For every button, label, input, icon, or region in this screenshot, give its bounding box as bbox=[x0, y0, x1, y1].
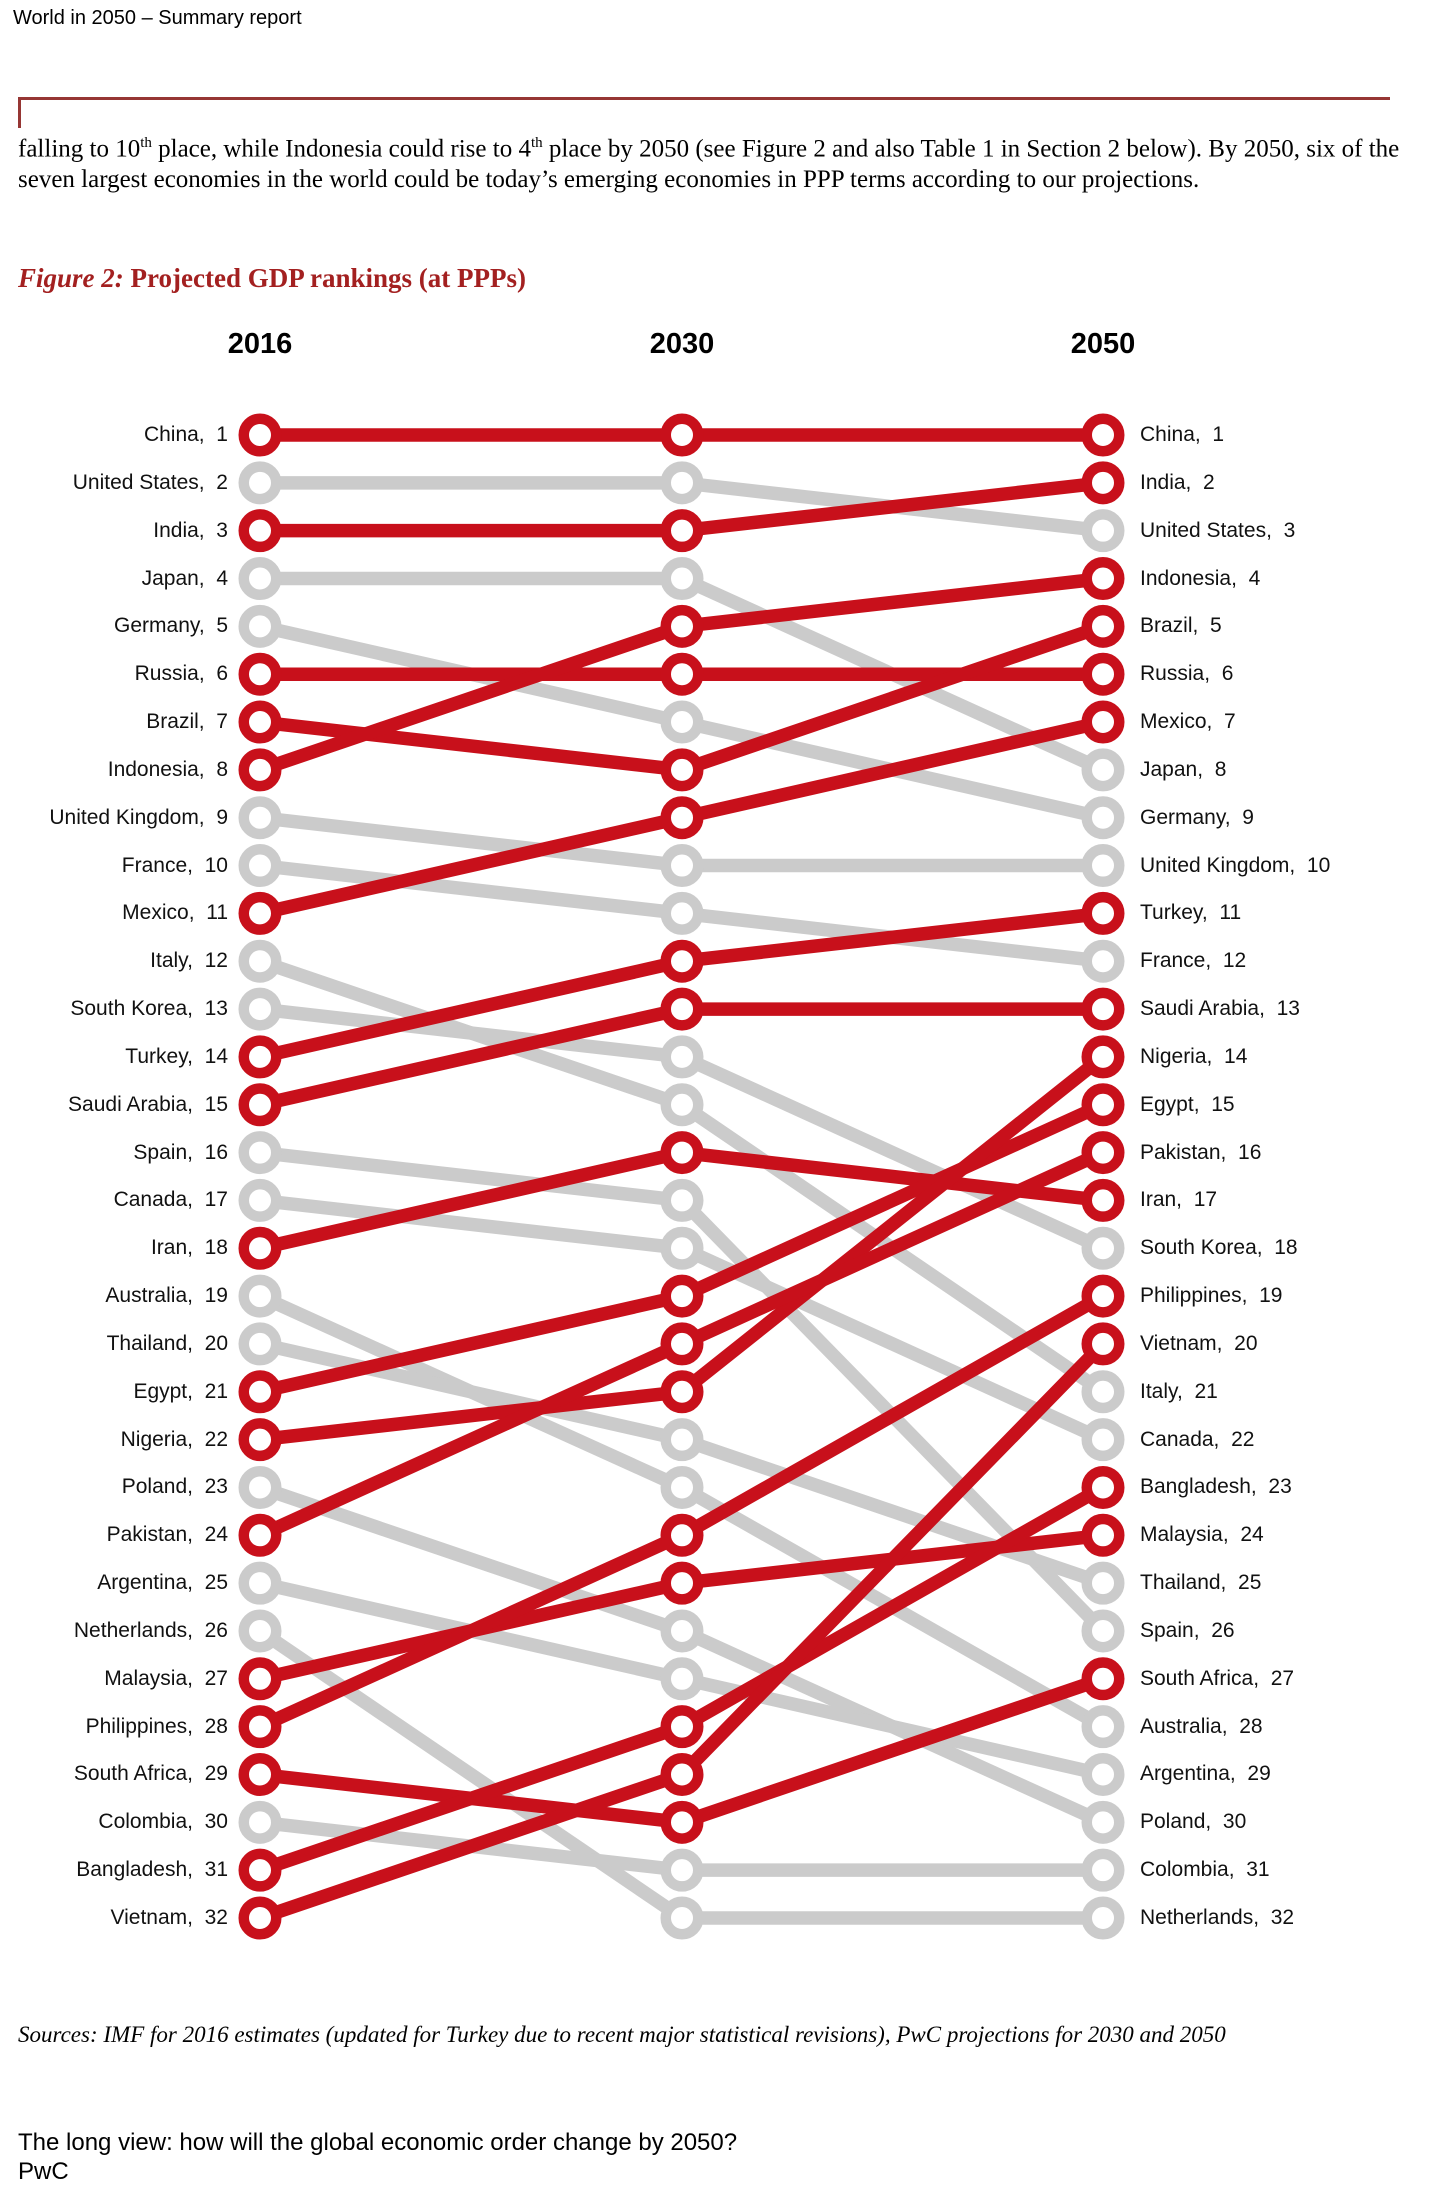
rank-label-2050-egypt: Egypt, 15 bbox=[1140, 1092, 1235, 1116]
node-2016-india bbox=[244, 514, 277, 547]
node-2050-australia bbox=[1087, 1710, 1120, 1743]
node-2016-germany bbox=[244, 610, 277, 643]
node-2050-canada bbox=[1087, 1423, 1120, 1456]
rank-label-2050-south-africa: South Africa, 27 bbox=[1140, 1666, 1295, 1690]
rank-label-2016-vietnam: Vietnam, 32 bbox=[110, 1906, 228, 1929]
rank-label-2050-germany: Germany, 9 bbox=[1140, 805, 1254, 829]
rank-label-2050-nigeria: Nigeria, 14 bbox=[1140, 1044, 1248, 1068]
node-2050-italy bbox=[1087, 1376, 1120, 1409]
node-2030-turkey bbox=[666, 945, 699, 978]
node-2030-canada bbox=[666, 1232, 699, 1265]
node-2016-philippines bbox=[244, 1710, 277, 1743]
node-2016-bangladesh bbox=[244, 1854, 277, 1887]
node-2016-malaysia bbox=[244, 1663, 277, 1696]
node-2050-brazil bbox=[1087, 610, 1120, 643]
node-2030-italy bbox=[666, 1088, 699, 1121]
rank-label-2016-poland: Poland, 23 bbox=[121, 1475, 228, 1499]
node-2050-mexico bbox=[1087, 706, 1120, 739]
column-header-2016: 2016 bbox=[227, 328, 293, 360]
node-2030-indonesia bbox=[666, 610, 699, 643]
node-2050-philippines bbox=[1087, 1280, 1120, 1313]
rank-label-2016-russia: Russia, 6 bbox=[134, 662, 228, 686]
node-2016-saudi-arabia bbox=[244, 1088, 277, 1121]
rank-label-2050-vietnam: Vietnam, 20 bbox=[1140, 1331, 1258, 1355]
rank-label-2050-colombia: Colombia, 31 bbox=[1140, 1858, 1270, 1882]
rank-label-2016-indonesia: Indonesia, 8 bbox=[107, 757, 228, 781]
node-2016-iran bbox=[244, 1232, 277, 1265]
rank-label-2016-united-states: United States, 2 bbox=[72, 470, 228, 494]
node-2016-brazil bbox=[244, 706, 277, 739]
node-2030-netherlands bbox=[666, 1902, 699, 1935]
node-2016-turkey bbox=[244, 1041, 277, 1074]
node-2016-australia bbox=[244, 1280, 277, 1313]
node-2050-united-states bbox=[1087, 514, 1120, 547]
rank-label-2050-pakistan: Pakistan, 16 bbox=[1140, 1140, 1262, 1164]
node-2030-iran bbox=[666, 1136, 699, 1169]
node-2016-thailand bbox=[244, 1328, 277, 1361]
rank-label-2050-spain: Spain, 26 bbox=[1140, 1618, 1235, 1642]
node-2030-malaysia bbox=[666, 1567, 699, 1600]
rank-label-2016-italy: Italy, 12 bbox=[150, 949, 228, 973]
node-2050-japan bbox=[1087, 754, 1120, 787]
node-2016-united-kingdom bbox=[244, 801, 277, 834]
rank-label-2050-india: India, 2 bbox=[1140, 470, 1215, 494]
node-2030-poland bbox=[666, 1615, 699, 1648]
rank-label-2050-australia: Australia, 28 bbox=[1140, 1714, 1263, 1738]
node-2050-pakistan bbox=[1087, 1136, 1120, 1169]
node-2050-egypt bbox=[1087, 1088, 1120, 1121]
rank-label-2050-united-states: United States, 3 bbox=[1140, 518, 1296, 542]
node-2030-spain bbox=[666, 1184, 699, 1217]
column-header-2050: 2050 bbox=[1070, 328, 1136, 360]
rank-label-2016-philippines: Philippines, 28 bbox=[85, 1714, 228, 1738]
rank-label-2050-france: France, 12 bbox=[1140, 949, 1247, 973]
node-2050-china bbox=[1087, 419, 1120, 452]
sources-note: Sources: IMF for 2016 estimates (updated for Turkey due to recent major statistical revisions), PwC projections for 2030 and 2050 bbox=[18, 2022, 1226, 2047]
rank-label-2050-russia: Russia, 6 bbox=[1140, 662, 1234, 686]
node-2016-indonesia bbox=[244, 754, 277, 787]
node-2030-philippines bbox=[666, 1519, 699, 1552]
node-2030-thailand bbox=[666, 1423, 699, 1456]
rank-label-2016-spain: Spain, 16 bbox=[133, 1140, 228, 1164]
rank-label-2050-saudi-arabia: Saudi Arabia, 13 bbox=[1140, 997, 1300, 1021]
node-2050-united-kingdom bbox=[1087, 849, 1120, 882]
node-2050-france bbox=[1087, 945, 1120, 978]
node-2030-bangladesh bbox=[666, 1710, 699, 1743]
node-2016-france bbox=[244, 849, 277, 882]
rank-label-2016-france: France, 10 bbox=[121, 853, 228, 877]
node-2016-mexico bbox=[244, 897, 277, 930]
rank-label-2050-netherlands: Netherlands, 32 bbox=[1140, 1906, 1295, 1929]
superscript-th: th bbox=[530, 135, 543, 151]
rank-label-2016-egypt: Egypt, 21 bbox=[133, 1379, 228, 1403]
rank-label-2050-brazil: Brazil, 5 bbox=[1140, 614, 1222, 638]
node-2030-mexico bbox=[666, 801, 699, 834]
rank-label-2016-netherlands: Netherlands, 26 bbox=[73, 1618, 228, 1642]
node-2030-colombia bbox=[666, 1854, 699, 1887]
node-2016-italy bbox=[244, 945, 277, 978]
rank-label-2050-japan: Japan, 8 bbox=[1140, 757, 1227, 781]
node-2050-russia bbox=[1087, 658, 1120, 691]
node-2030-south-africa bbox=[666, 1806, 699, 1839]
node-2050-india bbox=[1087, 467, 1120, 500]
figure-title-text: Projected GDP rankings (at PPPs) bbox=[123, 263, 526, 293]
figure-number-label: Figure 2: bbox=[18, 263, 124, 293]
rank-label-2050-china: China, 1 bbox=[1140, 423, 1225, 446]
rank-label-2016-iran: Iran, 18 bbox=[150, 1236, 228, 1260]
rank-label-2050-argentina: Argentina, 29 bbox=[1140, 1762, 1271, 1786]
document-header-title: World in 2050 – Summary report bbox=[13, 7, 302, 29]
node-2030-argentina bbox=[666, 1663, 699, 1696]
node-2030-china bbox=[666, 419, 699, 452]
node-2016-vietnam bbox=[244, 1902, 277, 1935]
node-2050-poland bbox=[1087, 1806, 1120, 1839]
node-2030-japan bbox=[666, 562, 699, 595]
node-2030-australia bbox=[666, 1471, 699, 1504]
line-turkey bbox=[260, 913, 1103, 1057]
rank-label-2016-brazil: Brazil, 7 bbox=[146, 710, 228, 734]
rank-label-2016-bangladesh: Bangladesh, 31 bbox=[76, 1858, 228, 1882]
rank-label-2016-turkey: Turkey, 14 bbox=[125, 1044, 228, 1068]
footer-brand: PwC bbox=[18, 2158, 69, 2185]
rank-label-2050-indonesia: Indonesia, 4 bbox=[1140, 566, 1261, 590]
node-2030-india bbox=[666, 514, 699, 547]
paragraph-segment: place by 2050 (see Figure 2 and also Table 1 in Section 2 below). By 2050, six of the seven largest economies in the world could be today’s emerging economies in PPP terms according to our projections. bbox=[18, 135, 1400, 194]
rank-label-2050-iran: Iran, 17 bbox=[1140, 1188, 1218, 1212]
node-2016-canada bbox=[244, 1184, 277, 1217]
rank-label-2016-australia: Australia, 19 bbox=[105, 1284, 228, 1308]
node-2050-south-korea bbox=[1087, 1232, 1120, 1265]
node-2050-saudi-arabia bbox=[1087, 993, 1120, 1025]
rank-label-2016-pakistan: Pakistan, 24 bbox=[106, 1523, 228, 1547]
node-2016-egypt bbox=[244, 1376, 277, 1409]
node-2050-malaysia bbox=[1087, 1519, 1120, 1552]
node-2030-nigeria bbox=[666, 1376, 699, 1409]
rank-label-2016-canada: Canada, 17 bbox=[113, 1188, 228, 1212]
rank-label-2050-thailand: Thailand, 25 bbox=[1140, 1571, 1262, 1595]
paragraph-segment: falling to 10 bbox=[18, 135, 141, 163]
node-2050-iran bbox=[1087, 1184, 1120, 1217]
node-2016-colombia bbox=[244, 1806, 277, 1839]
rank-label-2016-colombia: Colombia, 30 bbox=[98, 1810, 228, 1834]
rank-label-2016-malaysia: Malaysia, 27 bbox=[104, 1666, 228, 1690]
node-2016-argentina bbox=[244, 1567, 277, 1600]
node-2016-south-korea bbox=[244, 993, 277, 1025]
node-2016-pakistan bbox=[244, 1519, 277, 1552]
node-2050-germany bbox=[1087, 801, 1120, 834]
node-2016-south-africa bbox=[244, 1758, 277, 1791]
node-2030-vietnam bbox=[666, 1758, 699, 1791]
rank-label-2016-india: India, 3 bbox=[153, 518, 228, 542]
superscript-th: th bbox=[140, 135, 152, 151]
node-2016-japan bbox=[244, 562, 277, 595]
paragraph-segment: place, while Indonesia could rise to 4 bbox=[151, 135, 531, 163]
node-2016-russia bbox=[244, 658, 277, 691]
node-2030-russia bbox=[666, 658, 699, 691]
rank-label-2050-italy: Italy, 21 bbox=[1140, 1379, 1218, 1403]
node-2050-colombia bbox=[1087, 1854, 1120, 1887]
node-2016-china bbox=[244, 419, 277, 452]
footer-report-title: The long view: how will the global economic order change by 2050? bbox=[18, 2129, 738, 2156]
node-2030-germany bbox=[666, 706, 699, 739]
column-header-2030: 2030 bbox=[649, 328, 715, 360]
rank-label-2016-nigeria: Nigeria, 22 bbox=[120, 1427, 228, 1451]
node-2050-south-africa bbox=[1087, 1663, 1120, 1696]
node-2016-spain bbox=[244, 1136, 277, 1169]
node-2030-saudi-arabia bbox=[666, 993, 699, 1025]
node-2050-bangladesh bbox=[1087, 1471, 1120, 1504]
rank-label-2016-germany: Germany, 5 bbox=[114, 614, 228, 638]
node-2016-united-states bbox=[244, 467, 277, 500]
node-2016-poland bbox=[244, 1471, 277, 1504]
node-2050-argentina bbox=[1087, 1758, 1120, 1791]
rank-label-2016-south-korea: South Korea, 13 bbox=[70, 997, 228, 1021]
rank-label-2050-south-korea: South Korea, 18 bbox=[1140, 1236, 1298, 1260]
node-2030-france bbox=[666, 897, 699, 930]
rank-label-2050-poland: Poland, 30 bbox=[1140, 1810, 1247, 1834]
node-2050-netherlands bbox=[1087, 1902, 1120, 1935]
node-2030-pakistan bbox=[666, 1328, 699, 1361]
rank-label-2050-united-kingdom: United Kingdom, 10 bbox=[1140, 853, 1331, 877]
node-2030-united-states bbox=[666, 467, 699, 500]
rank-label-2016-united-kingdom: United Kingdom, 9 bbox=[49, 805, 228, 829]
rank-label-2050-turkey: Turkey, 11 bbox=[1140, 901, 1242, 925]
node-2050-spain bbox=[1087, 1615, 1120, 1648]
rank-label-2050-philippines: Philippines, 19 bbox=[1140, 1284, 1283, 1308]
node-2030-brazil bbox=[666, 754, 699, 787]
node-2050-thailand bbox=[1087, 1567, 1120, 1600]
rank-label-2016-china: China, 1 bbox=[143, 423, 228, 446]
rank-label-2016-saudi-arabia: Saudi Arabia, 15 bbox=[68, 1092, 228, 1116]
node-2030-egypt bbox=[666, 1280, 699, 1313]
node-2050-vietnam bbox=[1087, 1328, 1120, 1361]
rank-label-2016-south-africa: South Africa, 29 bbox=[73, 1762, 228, 1786]
node-2050-indonesia bbox=[1087, 562, 1120, 595]
node-2016-nigeria bbox=[244, 1423, 277, 1456]
node-2030-united-kingdom bbox=[666, 849, 699, 882]
node-2050-nigeria bbox=[1087, 1041, 1120, 1074]
rank-label-2016-argentina: Argentina, 25 bbox=[97, 1571, 228, 1595]
rank-label-2050-canada: Canada, 22 bbox=[1140, 1427, 1255, 1451]
rank-label-2016-mexico: Mexico, 11 bbox=[122, 901, 228, 925]
node-2016-netherlands bbox=[244, 1615, 277, 1648]
node-2050-turkey bbox=[1087, 897, 1120, 930]
node-2030-south-korea bbox=[666, 1041, 699, 1074]
rank-label-2050-bangladesh: Bangladesh, 23 bbox=[1140, 1475, 1292, 1499]
rank-label-2050-mexico: Mexico, 7 bbox=[1140, 710, 1236, 734]
rank-label-2016-thailand: Thailand, 20 bbox=[106, 1331, 228, 1355]
rank-label-2016-japan: Japan, 4 bbox=[141, 566, 228, 590]
rank-label-2050-malaysia: Malaysia, 24 bbox=[1140, 1523, 1264, 1547]
